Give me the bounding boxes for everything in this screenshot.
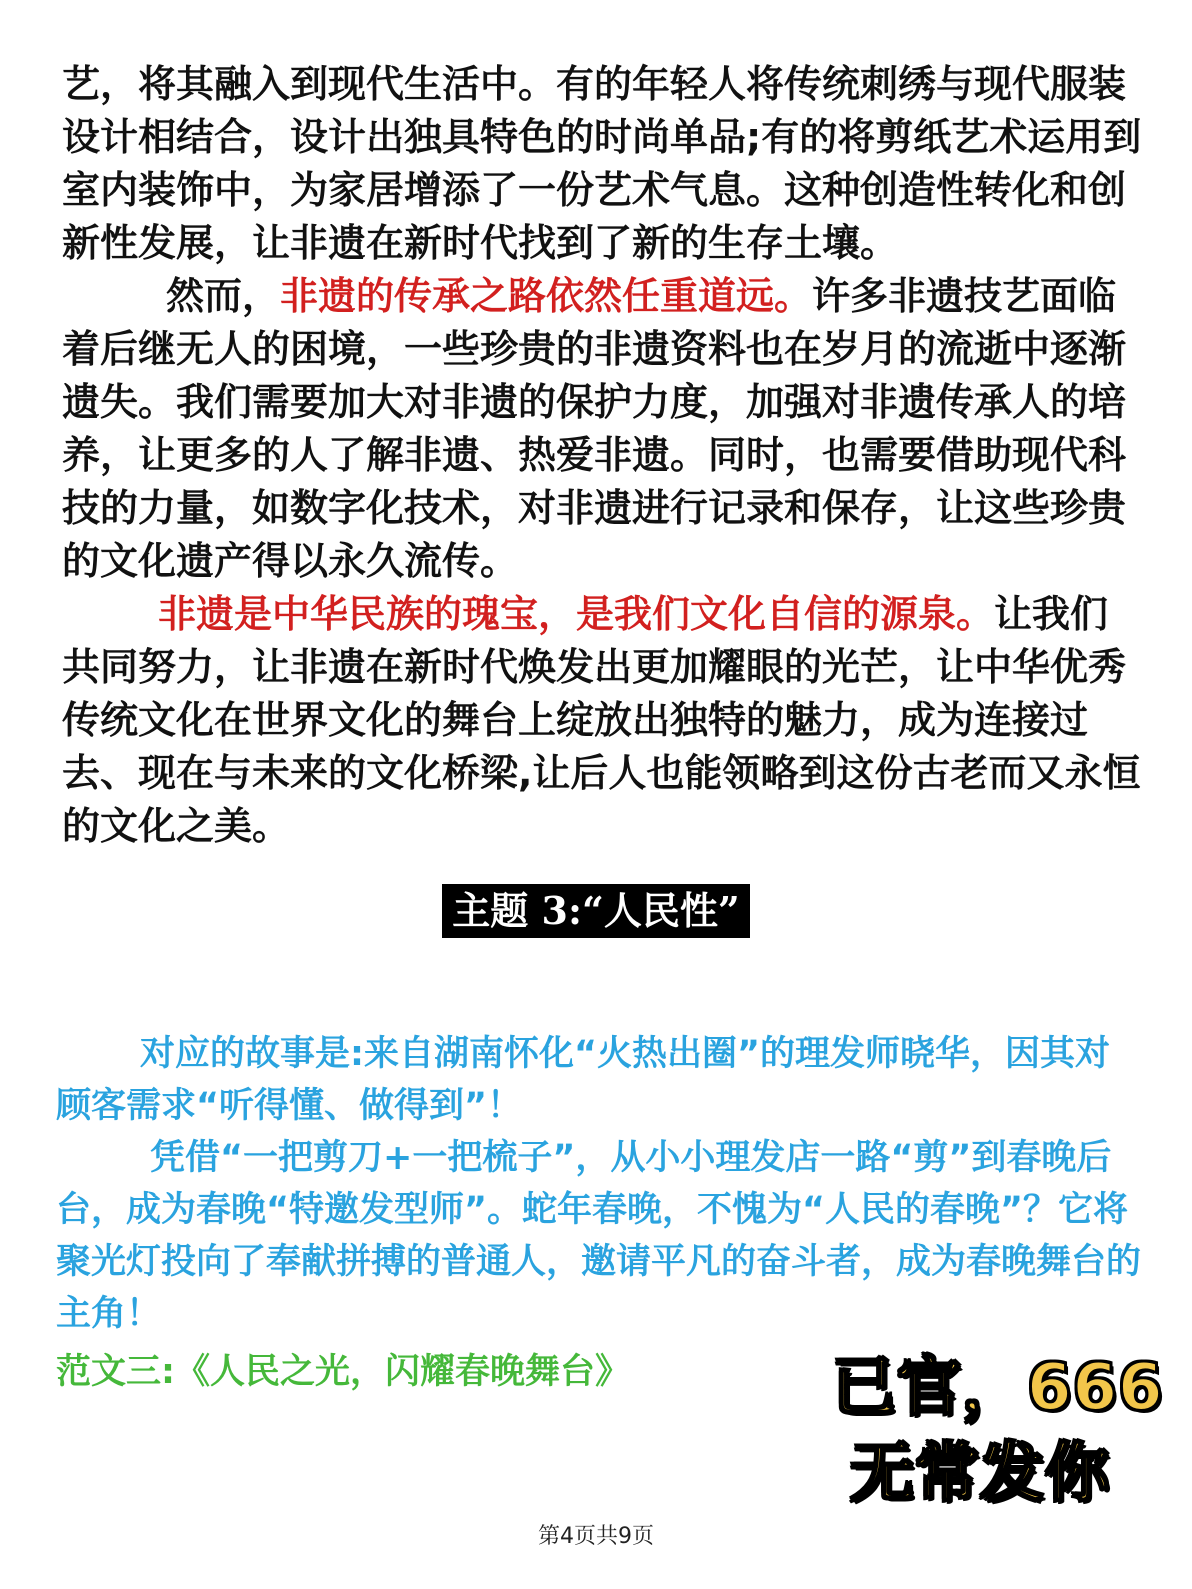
theme-heading-wrapper — [0, 884, 1192, 938]
paragraph-3-rest: 让我们共同努力，让非遗在新时代焕发出更加耀眼的光芒，让中华优秀传统文化在世界文化的舞台上绽放出独特的魅力，成为连接过去、现在与未来的文化桥梁,让后人也能领略到这份古老而又永恒的文化之美。 — [62, 592, 1141, 848]
story-paragraph-2: 凭借“一把剪刀+一把梳子”，从小小理发店一路“剪”到春晚后台，成为春晚“特邀发型师”。蛇年春晚，不愧为“人民的春晚”？它将聚光灯投向了奉献拼搏的普通人，邀请平凡的奋斗者，成为春晚舞台的主角！ — [56, 1138, 1142, 1334]
overlay-stamp-line-2: 无常发你 — [850, 1437, 1110, 1511]
paragraph-3-highlight: 非遗是中华民族的瑰宝，是我们文化自信的源泉。 — [158, 592, 995, 636]
paragraph-3 — [62, 588, 1142, 853]
overlay-stamp-line-1: 已官，666 — [832, 1351, 1164, 1425]
paragraph-2-rest: 许多非遗技艺面临着后继无人的困境，一些珍贵的非遗资料也在岁月的流逝中逐渐遗失。我们需要加大对非遗的保护力度，加强对非遗传承人的培养，让更多的人了解非遗、热爱非遗。同时，也需要借助现代科技的力量，如数字化技术，对非遗进行记录和保存，让这些珍贵的文化遗产得以永久流传。 — [62, 274, 1127, 583]
story-paragraph-1: 对应的故事是:来自湖南怀化“火热出圈”的理发师晓华，因其对顾客需求“听得懂、做得到”！ — [56, 1034, 1111, 1126]
theme-heading: 主题 3:“人民性” — [442, 884, 749, 938]
paragraph-2-lead: 然而， — [166, 274, 281, 318]
paragraph-2-highlight: 非遗的传承之路依然任重道远。 — [280, 274, 813, 318]
essay-title: 范文三:《人民之光，闪耀春晚舞台》 — [56, 1352, 630, 1392]
paragraph-1: 艺，将其融入到现代生活中。有的年轻人将传统刺绣与现代服装设计相结合，设计出独具特色的时尚单品;有的将剪纸艺术运用到室内装饰中，为家居增添了一份艺术气息。这种创造性转化和创新性发展，让非遗在新时代找到了新的生存土壤。 — [62, 62, 1142, 265]
paragraph-2 — [62, 270, 1142, 588]
page-number-footer: 第4页共9页 — [538, 1524, 654, 1549]
